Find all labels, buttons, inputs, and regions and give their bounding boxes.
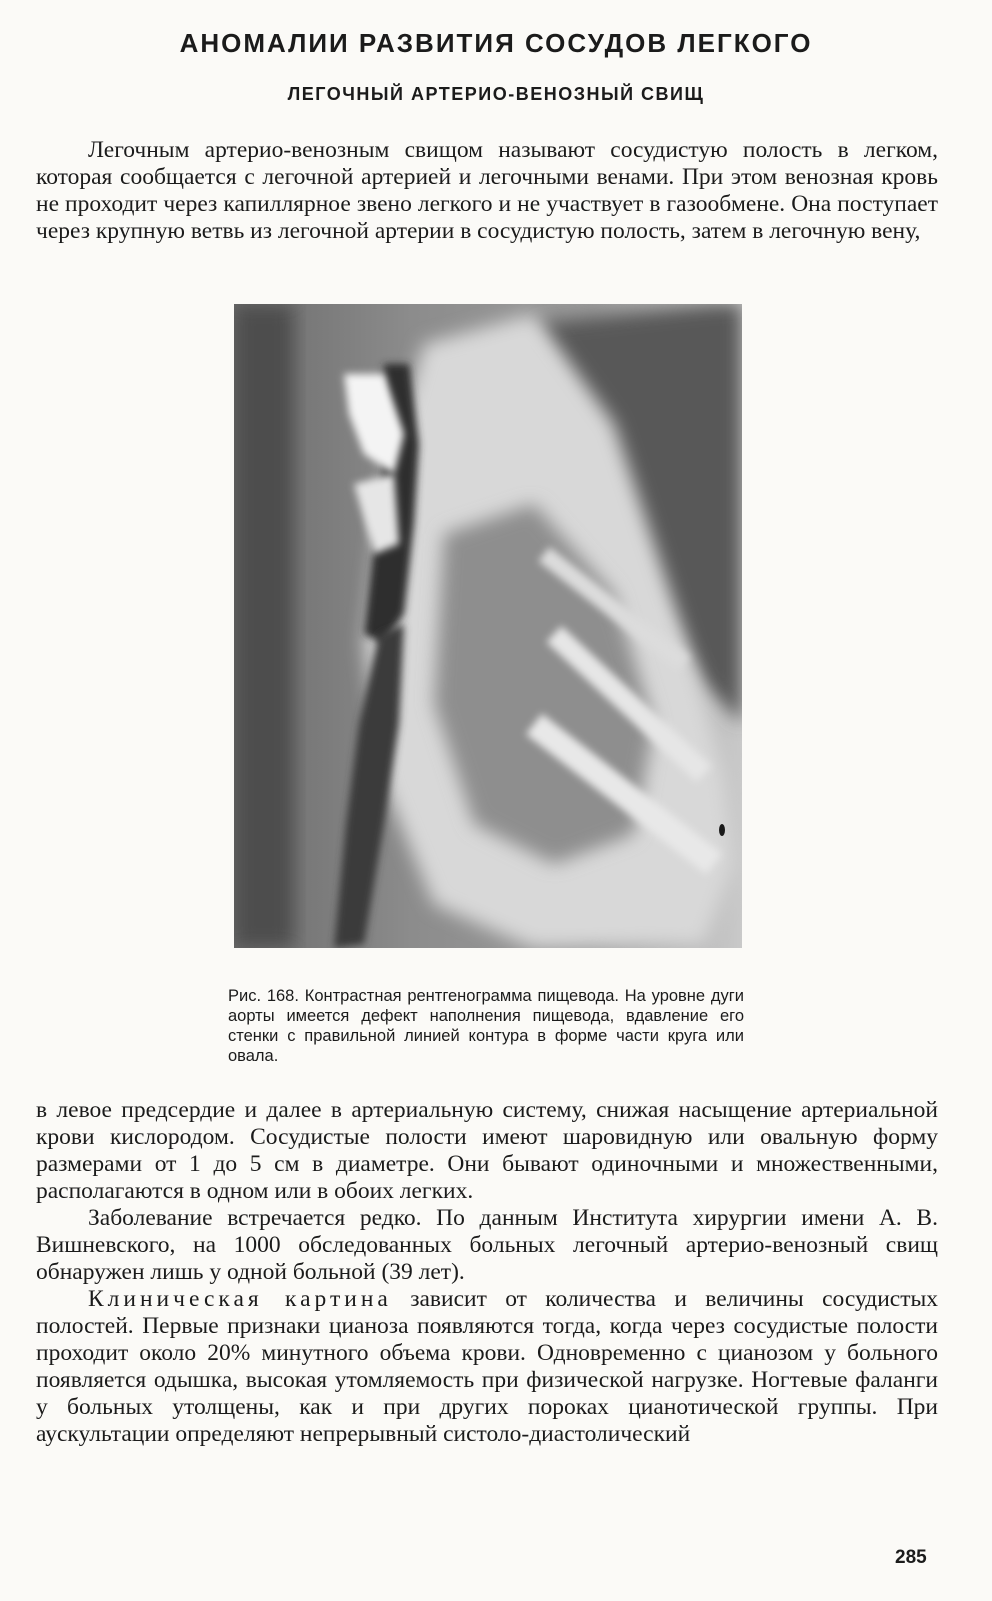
paragraph-clinical (36, 1286, 938, 1448)
section-title: ЛЕГОЧНЫЙ АРТЕРИО-ВЕНОЗНЫЙ СВИЩ (287, 84, 705, 104)
text-block-bottom (36, 1097, 938, 1448)
paragraph-incidence: Заболевание встречается редко. По данным Института хирургии имени А. В. Вишневского, на 1000 обследованных больных легочный артерио-венозный свищ обнаружен лишь у одной больной (39 лет). (36, 1205, 938, 1285)
figure-caption-text: Рис. 168. Контрастная рентгенограмма пищевода. На уровне дуги аорты имеется дефект наполнения пищевода, вдавление его стенки с правильной линией контура в форме части круга или овала. (228, 987, 744, 1065)
paragraph-intro: Легочным артерио-венозным свищом называют сосудистую полость в легком, которая сообщается с легочной артерией и легочными венами. При этом венозная кровь не проходит через капиллярное звено легкого и не участвует в газообмене. Она поступает через крупную ветвь из легочной артерии в сосудистую полость, затем в легочную вену, (36, 137, 938, 244)
xray-figure (234, 304, 742, 948)
figure-caption (228, 986, 744, 1066)
xray-image (234, 304, 742, 948)
clinical-text: зависит от количества и величины сосудистых полостей. Первые признаки цианоза появляются тогда, когда через сосудистые полости проходит около 20% минутного объема крови. Одновременно с цианозом у больного появляется одышка, высокая утомляемость при физической нагрузке. Ногтевые фаланги у больных утолщены, как и при других пороках цианотической группы. При аускультации определяют непрерывный систоло-диастолический (36, 1286, 939, 1447)
paragraph-continued: в левое предсердие и далее в артериальную систему, снижая насыщение артериальной крови кислородом. Сосудистые полости имеют шаровидную или овальную форму размерами от 1 до 5 см в диаметре. Они бывают одиночными и множественными, располагаются в одном или в обоих легких. (36, 1097, 938, 1204)
text-block-top (36, 137, 938, 245)
chapter-title: АНОМАЛИИ РАЗВИТИЯ СОСУДОВ ЛЕГКОГО (179, 28, 813, 58)
page-number: 285 (895, 1547, 927, 1568)
clinical-term: Клиническая картина (88, 1286, 392, 1312)
